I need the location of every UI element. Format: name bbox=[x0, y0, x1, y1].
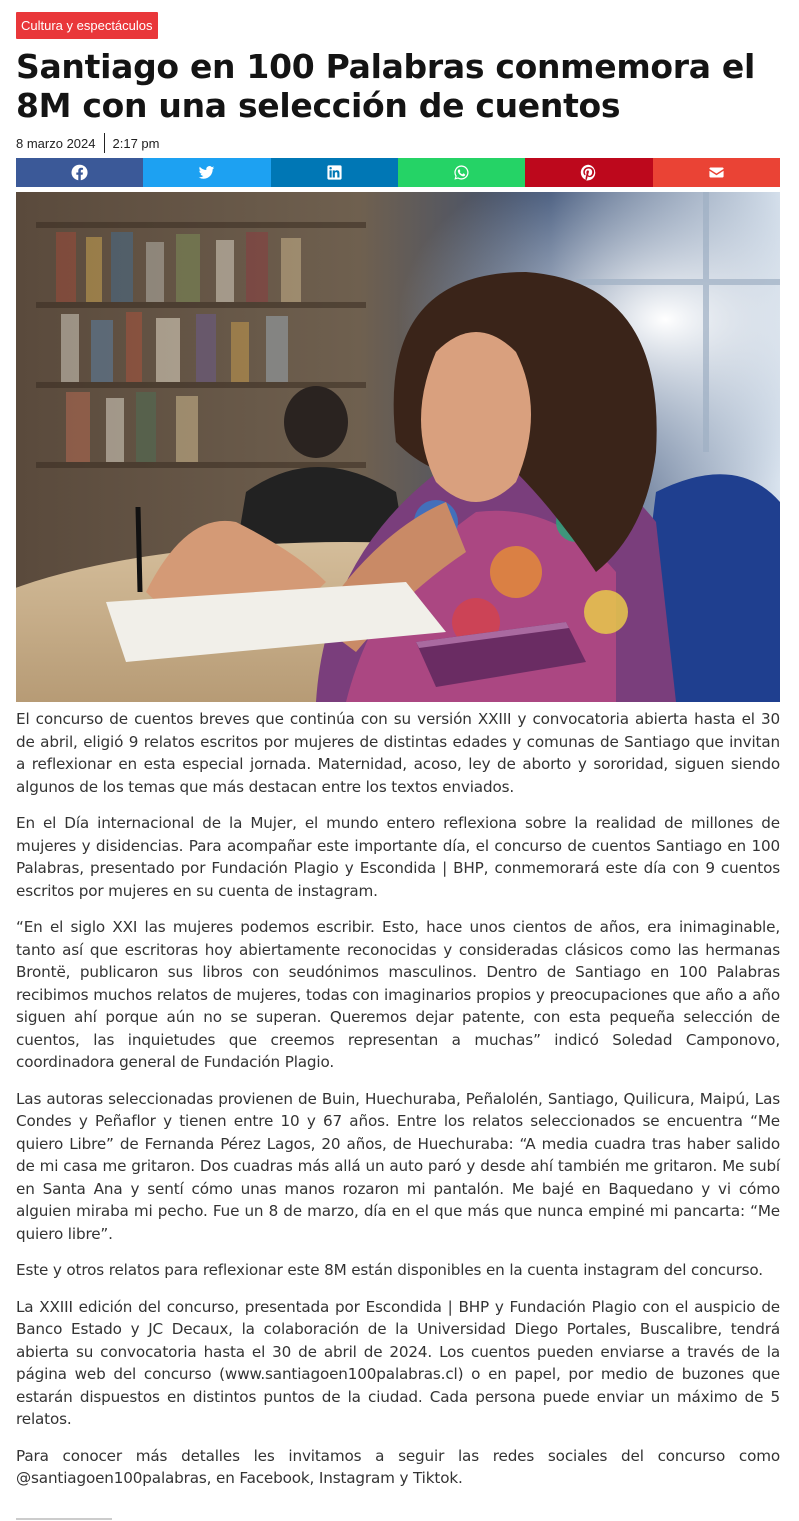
share-email-button[interactable] bbox=[653, 158, 780, 187]
article-body bbox=[16, 708, 780, 1490]
article-date: 8 marzo 2024 bbox=[16, 135, 96, 151]
article-paragraph: La XXIII edición del concurso, presentada por Escondida | BHP y Fundación Plagio con el auspicio de Banco Estado y JC Decaux, la colaboración de la Universidad Diego Portales, Buscalibre, tendrá abierta su convocatoria hasta el 30 de abril de 2024. Los cuentos pueden enviarse a través de la página web del concurso (www.santiagoen100palabras.cl) o en papel, por medio de buzones que estarán dispuestos en distintos puntos de la ciudad. Cada persona puede enviar un máximo de 5 relatos. bbox=[16, 1297, 780, 1428]
article bbox=[16, 12, 780, 1504]
article-hero-image bbox=[16, 192, 780, 702]
footer-divider bbox=[16, 1518, 112, 1520]
meta-divider bbox=[104, 133, 105, 153]
article-paragraph: Para conocer más detalles les invitamos a seguir las redes sociales del concurso como @santiagoen100palabras, en Facebook, Instagram y Tiktok. bbox=[16, 1446, 780, 1487]
article-meta bbox=[16, 133, 780, 153]
article-title: Santiago en 100 Palabras conmemora el 8M con una selección de cuentos bbox=[16, 47, 756, 125]
whatsapp-icon bbox=[453, 164, 470, 181]
linkedin-icon bbox=[326, 164, 343, 181]
article-time: 2:17 pm bbox=[112, 135, 160, 151]
twitter-icon bbox=[198, 164, 215, 181]
article-paragraph: “En el siglo XXI las mujeres podemos escribir. Esto, hace unos cientos de años, era inimaginable, tanto así que escritoras hoy abiertamente reconocidas y consideradas clásicos como las hermanas Brontë, publicaron sus libros con seudónimos masculinos. Dentro de Santiago en 100 Palabras recibimos muchos relatos de mujeres, todas con imaginarios propios y preocupaciones que año a año siguen ahí porque aún no se superan. Queremos dejar patente, con esta pequeña selección de cuentos, las inquietudes que creemos representan a muchas” indicó Soledad Camponovo, coordinadora general de Fundación Plagio. bbox=[16, 918, 780, 1071]
category-badge[interactable]: Cultura y espectáculos bbox=[16, 12, 158, 39]
share-facebook-button[interactable] bbox=[16, 158, 143, 187]
share-linkedin-button[interactable] bbox=[271, 158, 398, 187]
article-paragraph: El concurso de cuentos breves que continúa con su versión XXIII y convocatoria abierta hasta el 30 de abril, eligió 9 relatos escritos por mujeres de distintas edades y comunas de Santiago que invitan a reflexionar en esta especial jornada. Maternidad, acoso, ley de aborto y sororidad, siguen siendo algunos de los temas que más destacan entre los textos enviados. bbox=[16, 710, 780, 796]
share-bar bbox=[16, 158, 780, 187]
email-icon bbox=[708, 164, 725, 181]
article-paragraph: Este y otros relatos para reflexionar este 8M están disponibles en la cuenta instagram del concurso. bbox=[16, 1261, 763, 1279]
share-pinterest-button[interactable] bbox=[525, 158, 652, 187]
share-whatsapp-button[interactable] bbox=[398, 158, 525, 187]
article-paragraph: Las autoras seleccionadas provienen de Buin, Huechuraba, Peñalolén, Santiago, Quilicura, Maipú, Las Condes y Peñaflor y tienen entre 10 y 67 años. Entre los relatos seleccionados se encuentra “Me quiero Libre” de Fernanda Pérez Lagos, 20 años, de Huechuraba: “A media cuadra tras haber salido de mi casa me gritaron. Dos cuadras más allá un auto paró y desde ahí también me gritaron. Me subí en Santa Ana y sentí cómo unas manos rozaron mi pantalón. Me bajé en Baquedano y vi cómo alguien miraba mi pecho. Fue un 8 de marzo, día en el que más que nunca empiné mi pancarta: “Me quiero libre”. bbox=[16, 1089, 780, 1243]
article-paragraph: En el Día internacional de la Mujer, el mundo entero reflexiona sobre la realidad de millones de mujeres y disidencias. Para acompañar este importante día, el concurso de cuentos Santiago en 100 Palabras, presentado por Fundación Plagio y Escondida | BHP, conmemorará este día con 9 cuentos escritos por mujeres en su cuenta de instagram. bbox=[16, 814, 780, 900]
share-twitter-button[interactable] bbox=[143, 158, 270, 187]
pinterest-icon bbox=[580, 164, 597, 181]
facebook-icon bbox=[71, 164, 88, 181]
